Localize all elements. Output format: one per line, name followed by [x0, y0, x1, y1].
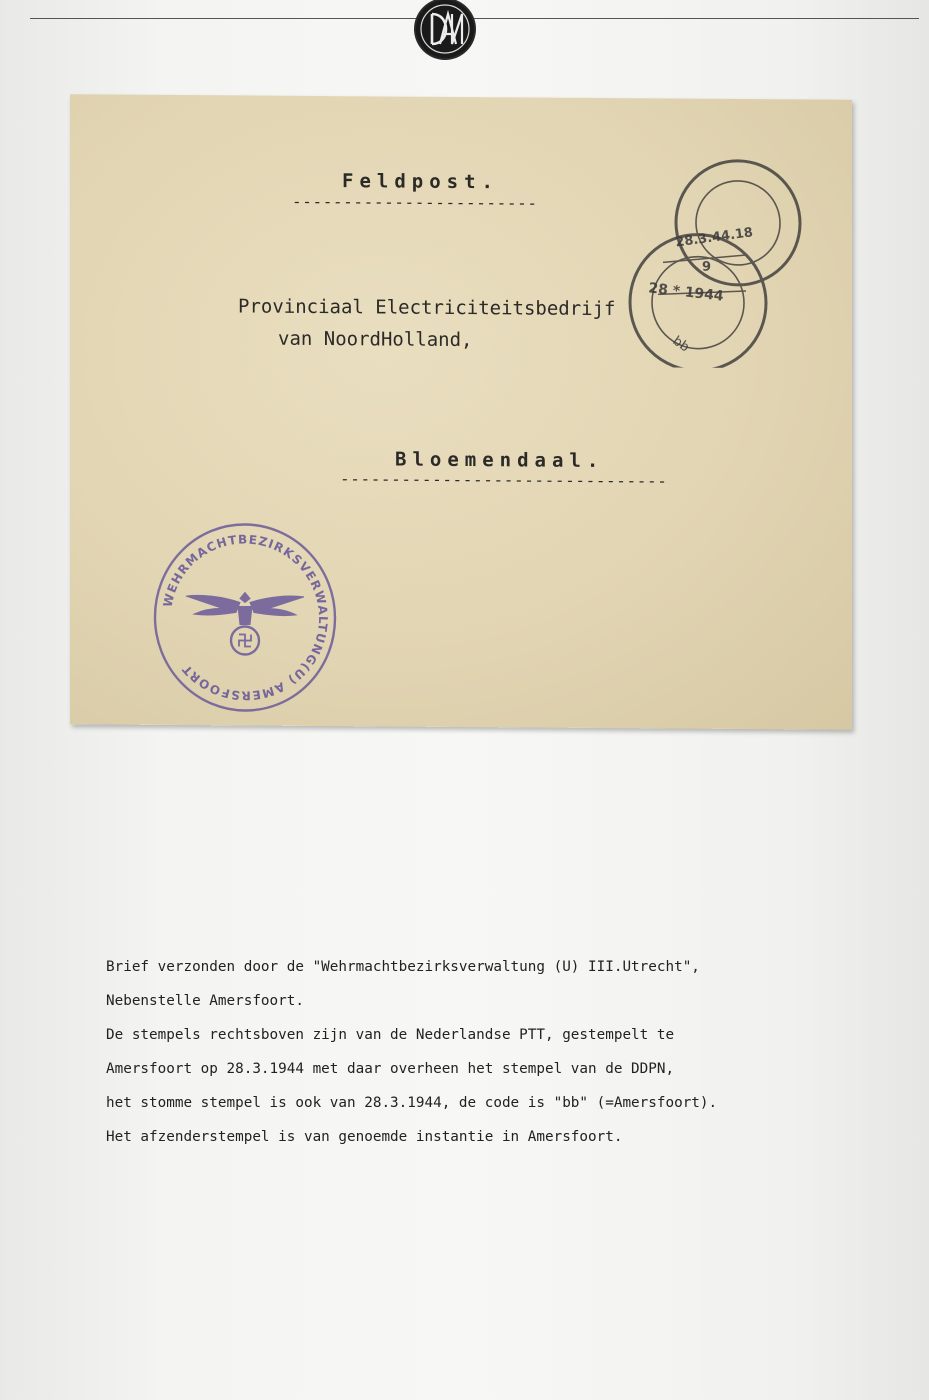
city-underline: -------------------------------- — [340, 469, 668, 491]
address-city: Bloemendaal. — [395, 448, 605, 473]
caption-line: Brief verzonden door de "Wehrmachtbezirksverwaltung (U) III.Utrecht", — [106, 959, 700, 975]
sender-stamp-ring-text: WEHRMACHTBEZIRKSVERWALTUNG(U) AMERSFOORT — [160, 532, 331, 703]
caption-line: het stomme stempel is ook van 28.3.1944, de code is "bb" (=Amersfoort). — [106, 1095, 718, 1111]
postmark-date: 28.3.44.18 — [674, 225, 754, 251]
feldpost-heading: Feldpost. — [342, 170, 499, 194]
caption-text — [106, 950, 896, 1154]
ddpn-monogram-logo-icon — [416, 0, 474, 58]
eagle-emblem-icon — [186, 592, 304, 655]
caption-line: Het afzenderstempel is van genoemde instantie in Amersfoort. — [106, 1129, 623, 1145]
caption-line: Amersfoort op 28.3.1944 met daar overheen het stempel van de DDPN, — [106, 1061, 675, 1077]
address-line-2: van NoordHolland, — [278, 327, 473, 352]
heading-underline: ------------------------ — [292, 191, 538, 213]
caption-line: Nebenstelle Amersfoort. — [106, 993, 304, 1009]
postmark-number: 9 — [702, 259, 712, 275]
postmark-year: 28 * 1944 — [647, 280, 725, 305]
sender-stamp — [150, 520, 340, 716]
address-line-1: Provinciaal Electriciteitsbedrijf — [238, 295, 616, 321]
header-rule — [30, 18, 919, 19]
caption-line: De stempels rechtsboven zijn van de Nederlandse PTT, gestempelt te — [106, 1027, 675, 1043]
postmark-cancel-icon — [618, 142, 833, 369]
envelope — [70, 94, 852, 729]
postmark-code: bb — [669, 333, 692, 356]
